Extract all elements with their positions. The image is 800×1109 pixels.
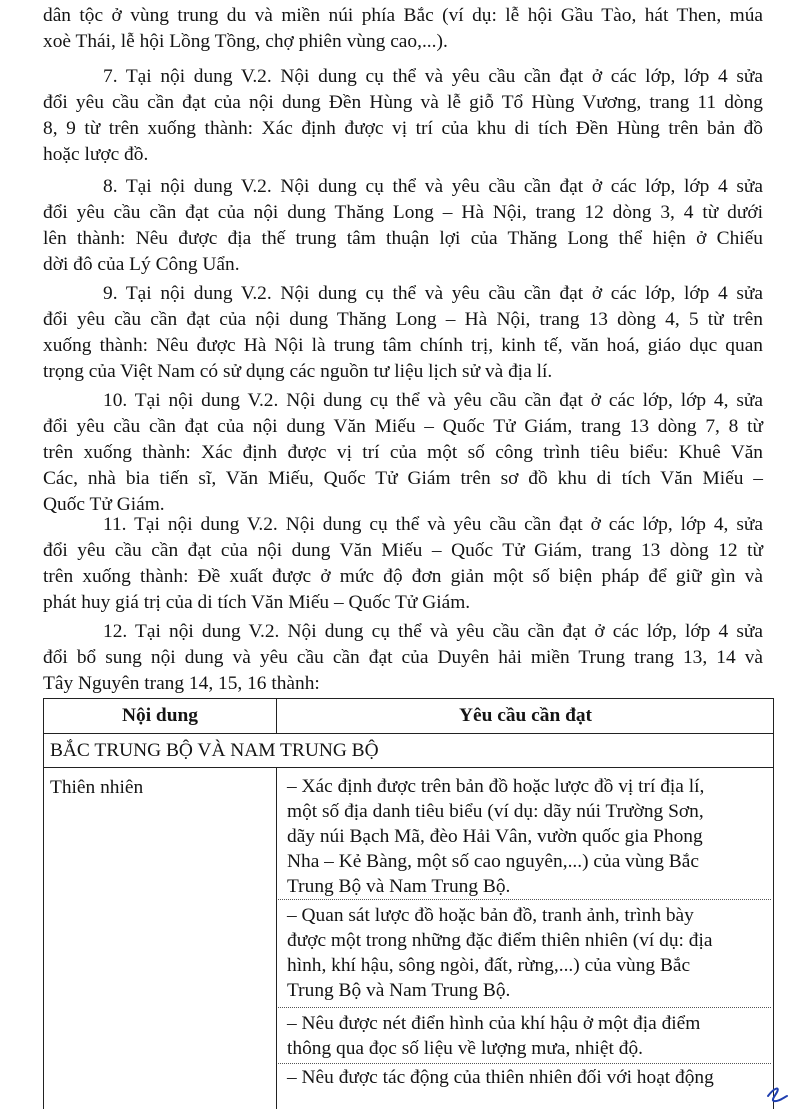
text-line: lên thành: Nêu được địa thế trung tâm thuận lợi của Thăng Long thể hiện ở Chiếu [43, 228, 763, 249]
text-line: Trung Bộ và Nam Trung Bộ. [287, 876, 511, 897]
topic-cell: Thiên nhiên [50, 777, 144, 798]
text-line: trọng của Việt Nam có sử dụng các nguồn tư liệu lịch sử và địa lí. [43, 361, 553, 382]
text-line: 8, 9 từ trên xuống thành: Xác định được vị trí của khu di tích Đền Hùng trên bản đồ [43, 118, 763, 139]
text-line: 12. Tại nội dung V.2. Nội dung cụ thể và yêu cầu cần đạt ở các lớp, lớp 4 sửa [103, 621, 763, 642]
requirement-item-2 [287, 903, 767, 1003]
requirement-item-4 [287, 1065, 767, 1090]
text-line: hoặc lược đồ. [43, 144, 149, 165]
text-line: 8. Tại nội dung V.2. Nội dung cụ thể và yêu cầu cần đạt ở các lớp, lớp 4 sửa [103, 176, 763, 197]
text-line: dãy núi Bạch Mã, đèo Hải Vân, vườn quốc gia Phong [287, 826, 703, 847]
text-line: dân tộc ở vùng trung du và miền núi phía Bắc (ví dụ: lễ hội Gầu Tào, hát Then, múa [43, 5, 763, 26]
row-separator [278, 1063, 771, 1064]
paragraph-item-8 [43, 174, 763, 278]
requirements-table [43, 698, 774, 1109]
requirement-item-3 [287, 1011, 767, 1061]
text-line: đổi yêu cầu cần đạt của nội dung Văn Miếu – Quốc Tử Giám, trang 13 dòng 7, 8 từ [43, 416, 763, 437]
text-line: 9. Tại nội dung V.2. Nội dung cụ thể và yêu cầu cần đạt ở các lớp, lớp 4 sửa [103, 283, 763, 304]
text-line: 7. Tại nội dung V.2. Nội dung cụ thể và yêu cầu cần đạt ở các lớp, lớp 4 sửa [103, 66, 763, 87]
text-line: xoè Thái, lễ hội Lồng Tồng, chợ phiên vùng cao,...). [43, 31, 448, 52]
paragraph-item-11 [43, 512, 763, 616]
row-separator [278, 899, 771, 900]
requirement-item-1 [287, 774, 767, 899]
header-yeu-cau: Yêu cầu cần đạt [458, 705, 593, 726]
text-line: trên xuống thành: Đề xuất được ở mức độ đơn giản một số biện pháp để giữ gìn và [43, 566, 763, 587]
text-line: – Xác định được trên bản đồ hoặc lược đồ vị trí địa lí, [287, 776, 705, 797]
text-line: thông qua đọc số liệu về lượng mưa, nhiệt độ. [287, 1038, 644, 1059]
header-noi-dung: Nội dung [122, 705, 198, 726]
text-line: 11. Tại nội dung V.2. Nội dung cụ thể và yêu cầu cần đạt ở các lớp, lớp 4, sửa [103, 514, 763, 535]
column-divider [276, 768, 277, 1109]
text-line: đổi yêu cầu cần đạt của nội dung Thăng Long – Hà Nội, trang 13 dòng 4, 5 từ trên [43, 309, 763, 330]
text-line: một số địa danh tiêu biểu (ví dụ: dãy núi Trường Sơn, [287, 801, 704, 822]
paragraph-item-10 [43, 388, 763, 518]
text-line: – Nêu được nét điển hình của khí hậu ở một địa điểm [287, 1013, 701, 1034]
paragraph-item-9 [43, 281, 763, 385]
text-line: phát huy giá trị của di tích Văn Miếu – Quốc Tử Giám. [43, 592, 471, 613]
text-line: Trung Bộ và Nam Trung Bộ. [287, 980, 511, 1001]
text-line: đổi yêu cầu cần đạt của nội dung Văn Miếu – Quốc Tử Giám, trang 13 dòng 12 từ [43, 540, 763, 561]
paragraph-item-12 [43, 619, 763, 697]
text-line: Nha – Kẻ Bàng, một số cao nguyên,...) của vùng Bắc [287, 851, 699, 872]
text-line: Tây Nguyên trang 14, 15, 16 thành: [43, 673, 320, 694]
initial-mark-icon [765, 1082, 789, 1104]
text-line: trên xuống thành: Xác định được vị trí của một số công trình tiêu biểu: Khuê Văn [43, 442, 763, 463]
paragraph-item-7 [43, 64, 763, 168]
text-line: dời đô của Lý Công Uẩn. [43, 254, 240, 275]
text-line: – Nêu được tác động của thiên nhiên đối với hoạt động [287, 1067, 714, 1088]
text-line: Quốc Tử Giám. [43, 494, 165, 515]
text-line: 10. Tại nội dung V.2. Nội dung cụ thể và yêu cầu cần đạt ở các lớp, lớp 4, sửa [103, 390, 763, 411]
text-line: Các, nhà bia tiến sĩ, Văn Miếu, Quốc Tử Giám trên sơ đồ khu di tích Văn Miếu – [43, 468, 763, 489]
paragraph-continuation [43, 3, 763, 55]
section-title: BẮC TRUNG BỘ VÀ NAM TRUNG BỘ [50, 740, 379, 761]
text-line: hình, khí hậu, sông ngòi, đất, rừng,...) của vùng Bắc [287, 955, 691, 976]
text-line: đổi yêu cầu cần đạt của nội dung Đền Hùng và lễ giỗ Tổ Hùng Vương, trang 11 dòng [43, 92, 763, 113]
row-separator [278, 1007, 771, 1008]
text-line: được một trong những đặc điểm thiên nhiên (ví dụ: địa [287, 930, 713, 951]
text-line: đổi bổ sung nội dung và yêu cầu cần đạt của Duyên hải miền Trung trang 13, 14 và [43, 647, 763, 668]
column-divider [276, 699, 277, 733]
text-line: xuống thành: Nêu được Hà Nội là trung tâm chính trị, kinh tế, văn hoá, giáo dục quan [43, 335, 763, 356]
text-line: đổi yêu cầu cần đạt của nội dung Thăng Long – Hà Nội, trang 12 dòng 3, 4 từ dưới [43, 202, 763, 223]
text-line: – Quan sát lược đồ hoặc bản đồ, tranh ảnh, trình bày [287, 905, 694, 926]
